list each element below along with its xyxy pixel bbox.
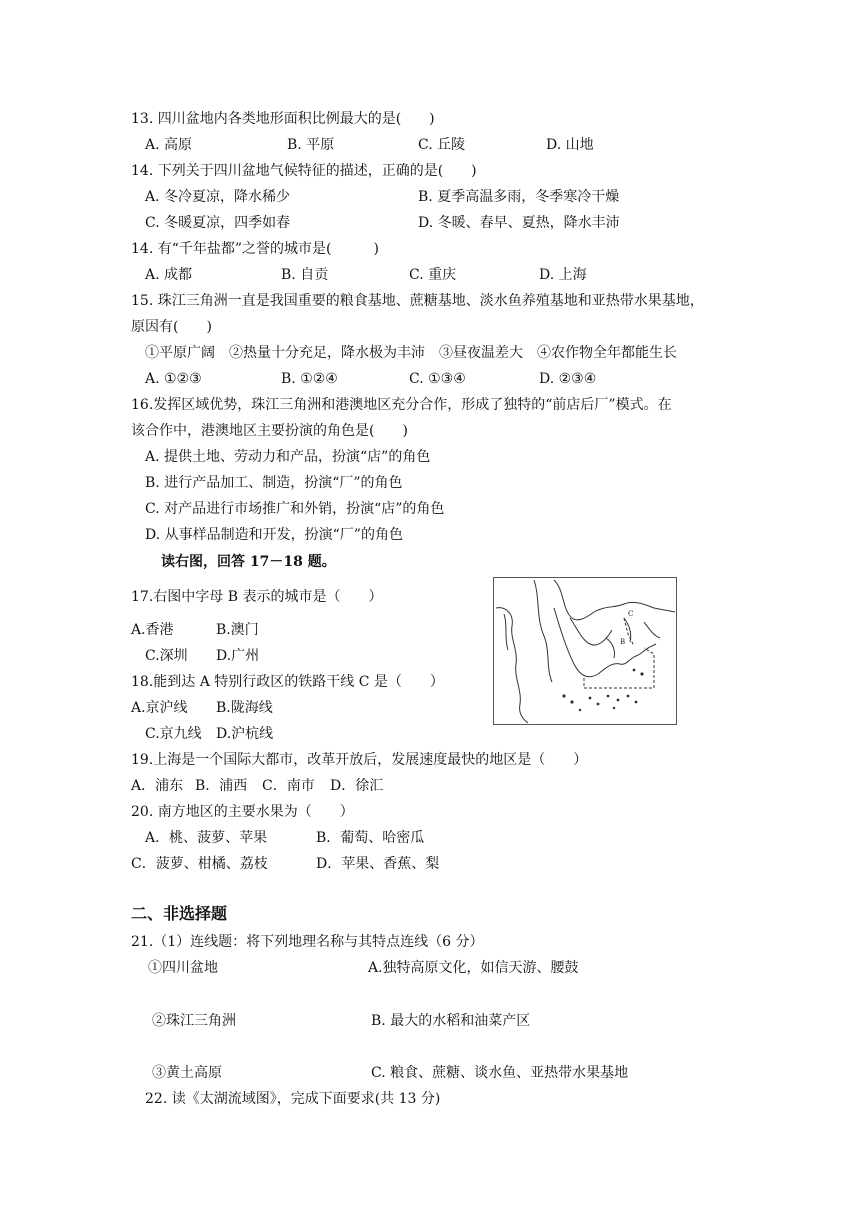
q13-option-b: B. 平原	[287, 137, 335, 153]
q21-left-1: ①四川盆地	[148, 960, 218, 976]
q16-option-a: A. 提供土地、劳动力和产品，扮演“店”的角色	[145, 449, 431, 465]
q15-stem-line1: 15. 珠江三角洲一直是我国重要的粮食基地、蔗糖基地、淡水鱼养殖基地和亚热带水果基地，	[131, 293, 704, 309]
q15-stem-line2: 原因有( )	[131, 319, 212, 335]
q16-option-c: C. 对产品进行市场推广和外销，扮演“店”的角色	[145, 501, 445, 517]
q16-stem-line2: 该合作中，港澳地区主要扮演的角色是( )	[131, 423, 408, 439]
q16-stem-line1: 16.发挥区域优势，珠江三角洲和港澳地区充分合作，形成了独特的“前店后厂”模式。在	[131, 397, 672, 413]
q21-right-c: C. 粮食、蔗糖、谈水鱼、亚热带水果基地	[371, 1065, 629, 1081]
q13-option-d: D. 山地	[546, 137, 594, 153]
q21-left-2: ②珠江三角洲	[152, 1013, 236, 1029]
q19-option-c: C．南市	[262, 778, 315, 794]
section-heading: 二、非选择题	[131, 904, 228, 923]
q21-right-a: A.独特高原文化，如信天游、腰鼓	[368, 960, 579, 976]
q20-option-d: D．苹果、香蕉、梨	[316, 856, 440, 872]
q17-option-a: A.香港	[131, 622, 174, 638]
q14b-option-d: D. 上海	[539, 267, 587, 283]
q13-option-a: A. 高原	[145, 137, 193, 153]
q14a-option-b: B. 夏季高温多雨，冬季寒冷干燥	[418, 189, 620, 205]
q17-option-b: B.澳门	[216, 622, 259, 638]
q14a-option-a: A. 冬冷夏凉，降水稀少	[145, 189, 291, 205]
q14b-option-c: C. 重庆	[409, 267, 457, 283]
q19-option-a: A．浦东	[131, 778, 184, 794]
read-map-instruction: 读右图，回答 17－18 题。	[161, 554, 336, 570]
q15-option-d: D. ②③④	[539, 371, 597, 387]
q18-option-d: D.沪杭线	[216, 726, 274, 742]
q14b-option-b: B. 自贡	[281, 267, 329, 283]
q15-items: ①平原广阔 ②热量十分充足，降水极为丰沛 ③昼夜温差大 ④农作物全年都能生长	[145, 345, 677, 361]
q21-right-b: B. 最大的水稻和油菜产区	[371, 1013, 531, 1029]
q20-stem: 20. 南方地区的主要水果为（ ）	[131, 804, 354, 820]
pearl-river-delta-map	[493, 577, 677, 725]
q19-option-b: B．浦西	[195, 778, 248, 794]
q20-option-c: C．菠萝、柑橘、荔枝	[131, 856, 268, 872]
q19-option-d: D．徐汇	[330, 778, 384, 794]
q15-option-b: B. ①②④	[281, 371, 338, 387]
q20-option-b: B．葡萄、哈密瓜	[316, 830, 425, 846]
q22-stem: 22. 读《太湖流域图》，完成下面要求(共 13 分)	[145, 1091, 441, 1107]
q16-option-d: D. 从事样品制造和开发，扮演“厂”的角色	[145, 527, 403, 543]
q16-option-b: B. 进行产品加工、制造，扮演“厂”的角色	[145, 475, 403, 491]
map-drawing	[494, 578, 676, 724]
q20-option-a: A．桃、菠萝、苹果	[145, 830, 268, 846]
q19-stem: 19.上海是一个国际大都市，改革开放后，发展速度最快的地区是（ ）	[131, 752, 588, 768]
q21-stem: 21.（1）连线题：将下列地理名称与其特点连线（6 分）	[131, 934, 484, 950]
q14a-stem: 14. 下列关于四川盆地气候特征的描述，正确的是( )	[131, 163, 477, 179]
q18-option-b: B.陇海线	[216, 700, 273, 716]
q14b-option-a: A. 成都	[145, 267, 193, 283]
q13-option-c: C. 丘陵	[418, 137, 466, 153]
q18-stem: 18.能到达 A 特别行政区的铁路干线 C 是（ ）	[131, 674, 444, 690]
q13-stem: 13. 四川盆地内各类地形面积比例最大的是( )	[131, 111, 435, 127]
q14a-option-c: C. 冬暖夏凉，四季如春	[145, 215, 291, 231]
map-label-c: C	[628, 610, 634, 618]
q18-option-c: C.京九线	[145, 726, 202, 742]
q15-option-a: A. ①②③	[145, 371, 202, 387]
q21-left-3: ③黄土高原	[152, 1065, 222, 1081]
map-label-b: B	[620, 638, 626, 646]
q18-option-a: A.京沪线	[131, 700, 188, 716]
q14a-option-d: D. 冬暖、春早、夏热，降水丰沛	[418, 215, 620, 231]
q17-stem: 17.右图中字母 B 表示的城市是（ ）	[131, 589, 383, 605]
q17-option-c: C.深圳	[145, 648, 188, 664]
q14b-stem: 14. 有“千年盐都”之誉的城市是( )	[131, 241, 379, 257]
q17-option-d: D.广州	[216, 648, 260, 664]
q15-option-c: C. ①③④	[409, 371, 466, 387]
